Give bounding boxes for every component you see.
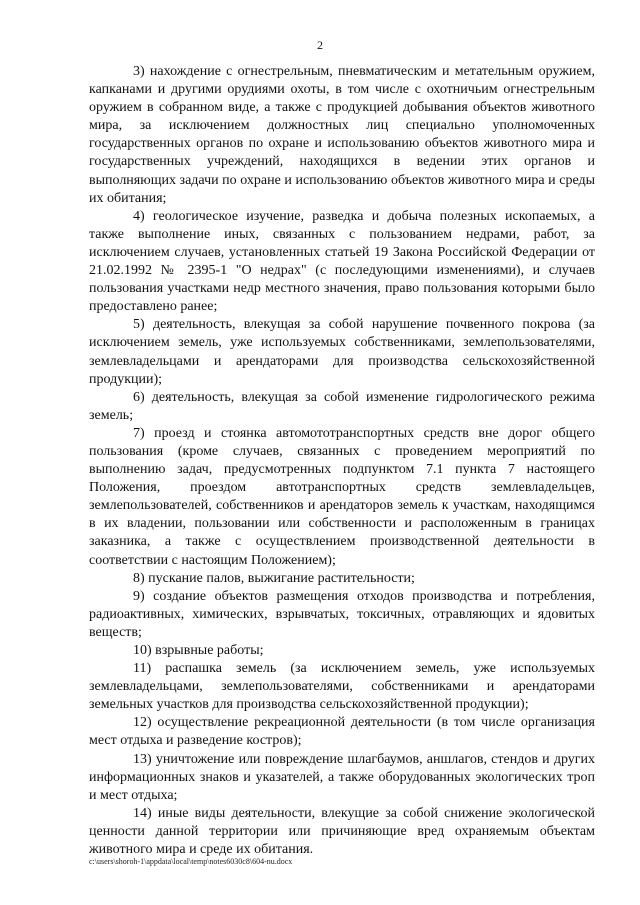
list-item-10: 10) взрывные работы; <box>133 643 264 658</box>
list-item-5: 5) деятельность, влекущая за собой нарушение почвенного покрова (за исключением земель, уже используемых собственниками, землепользователями, землевладельцами и арендаторами для производства сельскохозяйственной продукции); <box>89 317 595 387</box>
list-item-9: 9) создание объектов размещения отходов производства и потребления, радиоактивных, химических, взрывчатых, токсичных, отравляющих и ядовитых веществ; <box>89 588 595 640</box>
page-number: 2 <box>317 38 323 52</box>
list-item-7: 7) проезд и стоянка автомототранспортных средств вне дорог общего пользования (кроме случаев, связанных с проведением мероприятий по выполнению задач, предусмотренных подпунктом 7.1 пункта 7 настоящего Положения, проездом автотранспортных средств землевладельцев, землепользователей, собственников и арендаторов земель к участкам, находящимся в их владении, пользовании или собственности и расположенным в границах заказника, а также с осуществлением производственной деятельности в соответствии с настоящим Положением); <box>89 425 595 568</box>
list-item-6: 6) деятельность, влекущая за собой изменение гидрологического режима земель; <box>89 389 595 423</box>
list-item-13: 13) уничтожение или повреждение шлагбаумов, аншлагов, стендов и других информационных знаков и указателей, а также оборудованных экологических троп и мест отдыха; <box>89 751 595 803</box>
list-item-8: 8) пускание палов, выжигание растительности; <box>133 570 415 586</box>
file-path-footer: c:\users\shoroh-1\appdata\local\temp\notes6030c8\604-nu.docx <box>89 857 293 866</box>
list-item-12: 12) осуществление рекреационной деятельности (в том числе организация мест отдыха и разведение костров); <box>89 715 595 749</box>
list-item-14: 14) иные виды деятельности, влекущие за собой снижение экологической ценности данной территории или причиняющие вред охраняемым объектам животного мира и среде их обитания. <box>89 805 595 858</box>
list-item-11: 11) распашка земель (за исключением земель, уже используемых землевладельцами, землепользователями, собственниками и арендаторами земельных участков для производства сельскохозяйственной продукции); <box>89 661 595 713</box>
list-item-4: 4) геологическое изучение, разведка и добыча полезных ископаемых, а также выполнение иных, связанных с пользованием недрами, работ, за исключением случаев, установленных статьей 19 Закона Российской Федерации от 21.02.1992 № 2395-1 "О недрах" (с последующими изменениями), и случаев пользования участками недр местного значения, право пользования которыми было предоставлено ранее; <box>89 208 595 315</box>
list-item-3: 3) нахождение с огнестрельным, пневматическим и метательным оружием, капканами и другими орудиями охоты, в том числе с охотничьим огнестрельным оружием в собранном виде, а также с продукцией добывания объектов животного мира, за исключением должностных лиц специально уполномоченных государственных органов по охране и использованию объектов животного мира и государственных учреждений, находящихся в ведении этих органов и выполняющих задачи по охране и использованию объектов животного мира и среды их обитания; <box>89 64 595 206</box>
document-body <box>89 63 595 859</box>
